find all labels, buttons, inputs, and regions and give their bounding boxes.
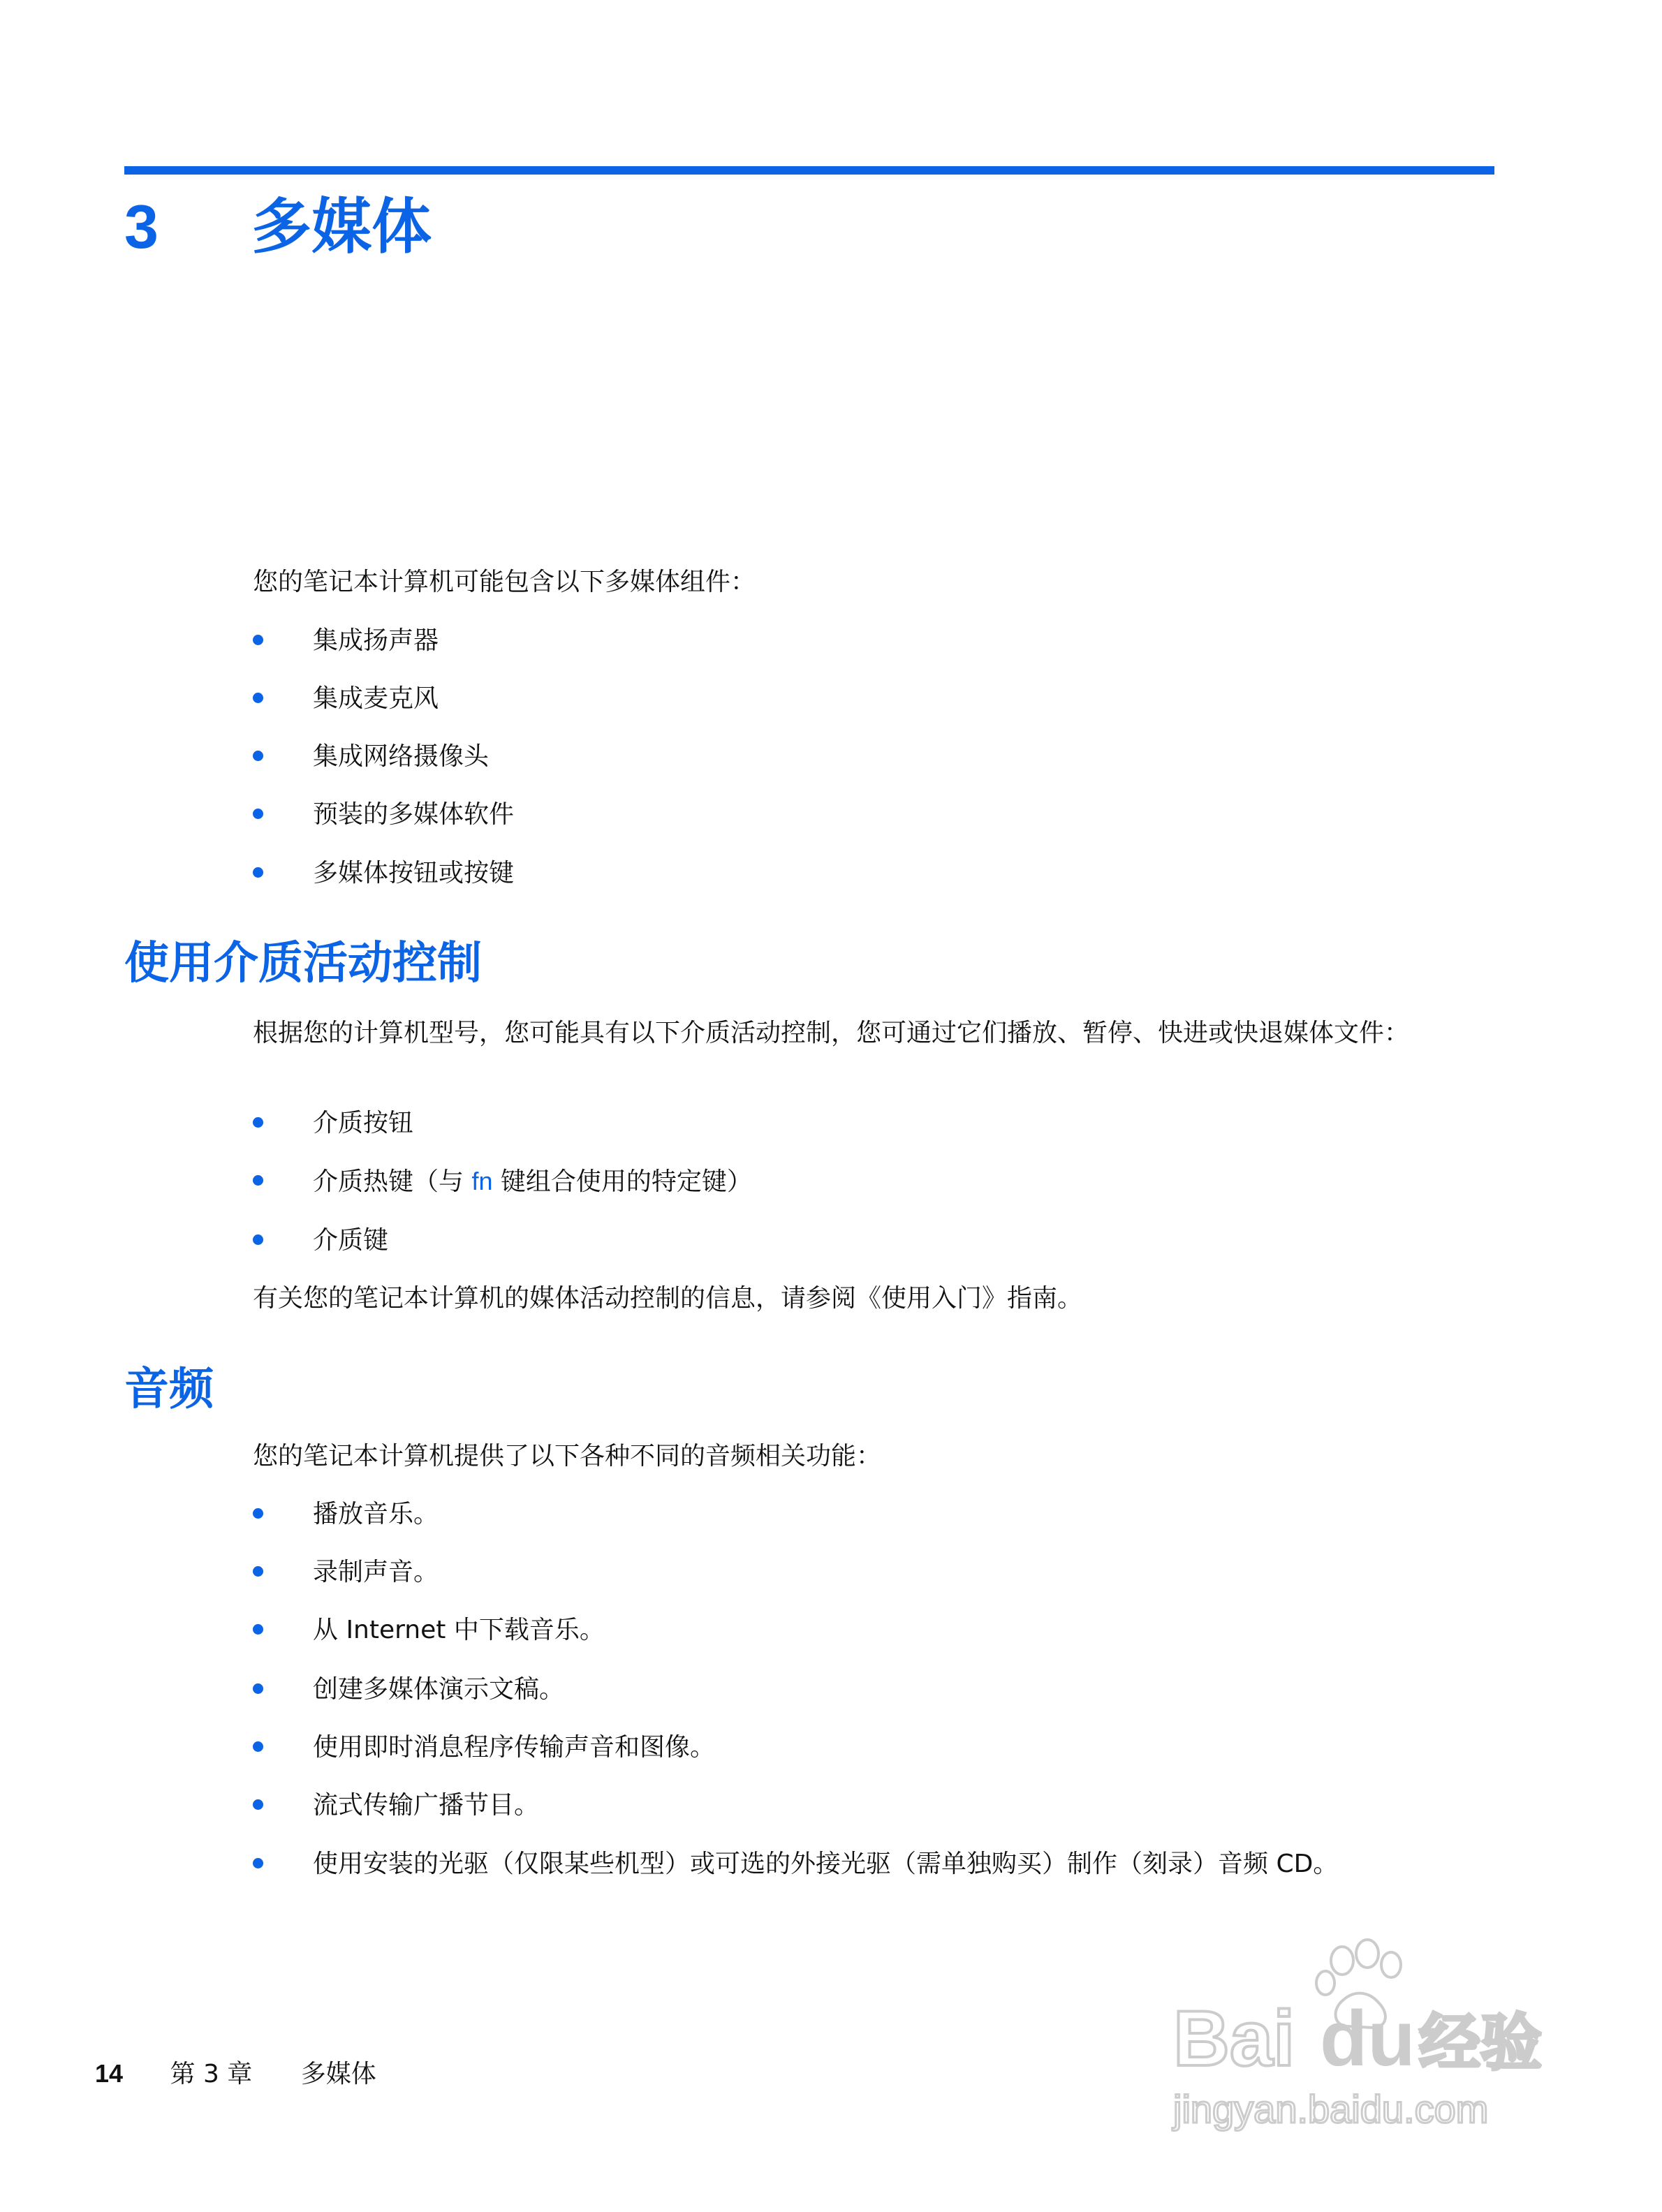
bullet-icon (253, 1741, 263, 1752)
list-item-text: 集成麦克风 (313, 684, 439, 713)
list-item-text (313, 1166, 752, 1197)
list-item-text: 使用即时消息程序传输声音和图像。 (313, 1733, 716, 1762)
section-heading-media-controls: 使用介质活动控制 (124, 938, 482, 989)
svg-text:经验: 经验 (1419, 2007, 1543, 2079)
bullet-icon (253, 1175, 263, 1186)
page-number: 14 (95, 2059, 124, 2088)
list-item-text: 介质按钮 (313, 1109, 414, 1137)
bullet-icon (253, 1234, 263, 1245)
section-heading-audio: 音频 (124, 1364, 214, 1415)
media-controls-note: 有关您的笔记本计算机的媒体活动控制的信息，请参阅《使用入门》指南。 (253, 1284, 1083, 1313)
list-item-text: 介质键 (313, 1226, 389, 1255)
bullet-icon (253, 1858, 263, 1868)
bullet-icon (253, 1566, 263, 1577)
list-item-text: 录制声音。 (313, 1558, 439, 1586)
bullet-icon (253, 1799, 263, 1810)
media-controls-paragraph: 根据您的计算机型号，您可能具有以下介质活动控制，您可通过它们播放、暂停、快进或快退媒体文件： (253, 1019, 1410, 1047)
list-item-text: 从 Internet 中下载音乐。 (313, 1616, 605, 1644)
intro-paragraph: 您的笔记本计算机可能包含以下多媒体组件： (253, 568, 756, 596)
bullet-icon (253, 1508, 263, 1519)
svg-text:du: du (1320, 1995, 1415, 2082)
chapter-number: 3 (124, 192, 159, 261)
baidu-jingyan-watermark-logo (1159, 1934, 1578, 2137)
bullet-icon (253, 635, 263, 645)
fn-key-label: fn (471, 1167, 493, 1195)
list-item-text: 集成扬声器 (313, 626, 439, 655)
hotkey-text-prefix: 介质热键（与 (313, 1167, 472, 1196)
footer-chapter-label: 第 3 章 (170, 2060, 253, 2088)
bullet-icon (253, 867, 263, 878)
list-item-text: 使用安装的光驱（仅限某些机型）或可选的外接光驱（需单独购买）制作（刻录）音频 CD。 (313, 1850, 1339, 1878)
bullet-icon (253, 1117, 263, 1128)
chapter-rule (124, 166, 1494, 175)
bullet-icon (253, 809, 263, 819)
bullet-icon (253, 1683, 263, 1694)
chapter-title: 多媒体 (251, 192, 432, 262)
list-item-text: 多媒体按钮或按键 (313, 859, 515, 887)
footer-chapter-title: 多媒体 (300, 2060, 376, 2088)
bullet-icon (253, 1624, 263, 1635)
bullet-icon (253, 751, 263, 761)
list-item-text: 创建多媒体演示文稿。 (313, 1675, 565, 1704)
hotkey-text-suffix: 键组合使用的特定键） (492, 1167, 752, 1196)
svg-text:Bai: Bai (1173, 1995, 1295, 2082)
list-item-text: 播放音乐。 (313, 1500, 439, 1528)
list-item-text: 集成网络摄像头 (313, 742, 490, 771)
svg-text:jingyan.baidu.com: jingyan.baidu.com (1173, 2087, 1489, 2131)
list-item-text: 预装的多媒体软件 (313, 800, 515, 829)
audio-paragraph: 您的笔记本计算机提供了以下各种不同的音频相关功能： (253, 1442, 882, 1470)
list-item-text: 流式传输广播节目。 (313, 1791, 540, 1820)
bullet-icon (253, 693, 263, 703)
page-footer (95, 2058, 376, 2090)
